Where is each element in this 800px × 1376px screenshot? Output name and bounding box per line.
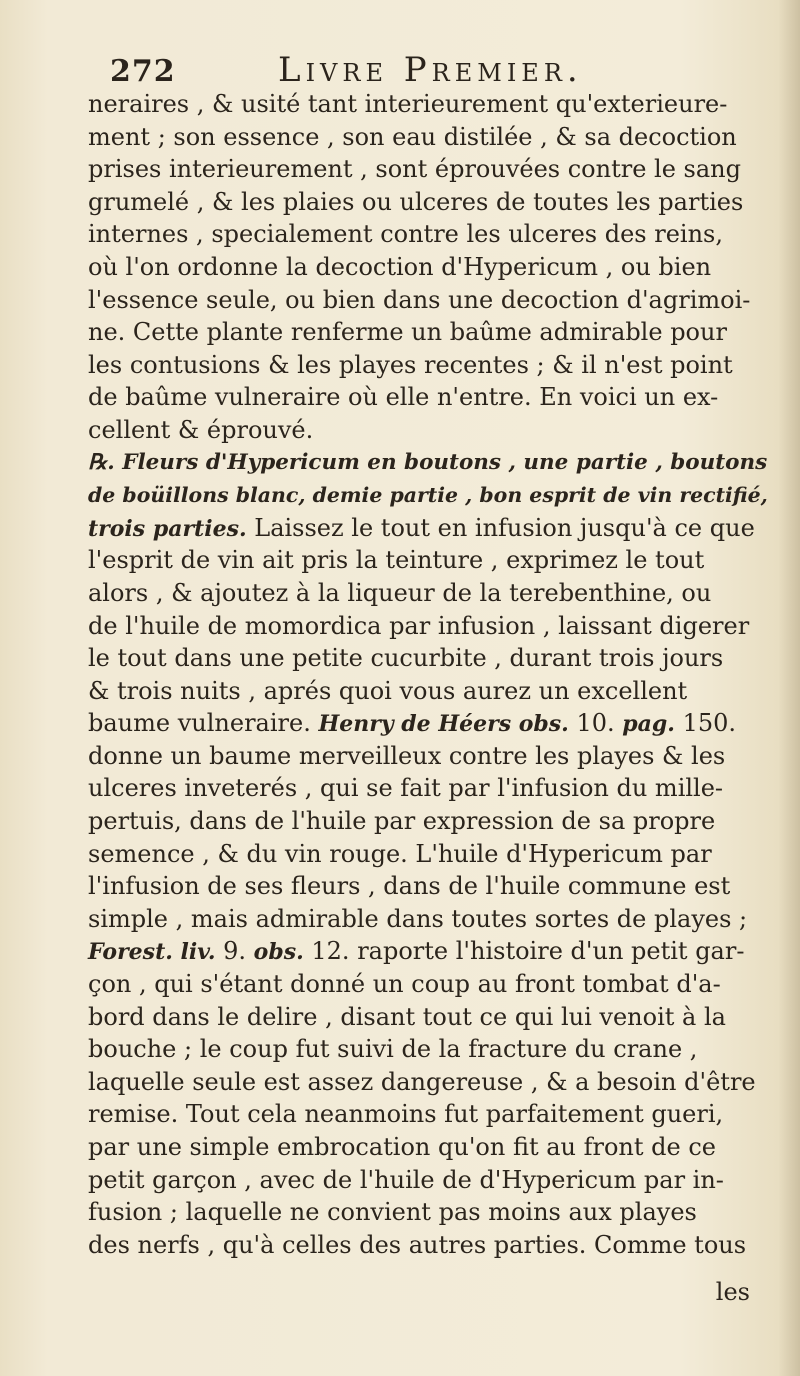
text-segment: par une simple embrocation qu'on fit au front de ce [88,1133,716,1161]
text-segment: prises interieurement , sont éprouvées contre le sang [88,155,741,184]
text-line [88,740,768,773]
italic-text-segment: ℞. Fleurs d'Hypericum en boutons , une partie , boutons [88,449,768,475]
text-line [88,903,768,936]
text-line [88,479,768,512]
italic-text-segment: Henry de Héers obs. [318,711,569,738]
text-segment: & trois nuits , aprés quoi vous aurez un excellent [88,676,688,705]
text-segment: grumelé , & les plaies ou ulceres de toutes les parties [88,187,744,216]
text-segment: ne. Cette plante renferme un baûme admirable pour [88,318,727,347]
page-number: 272 [110,54,176,89]
text-segment: le tout dans une petite cucurbite , durant trois jours [88,644,724,673]
text-line [88,968,768,1001]
text-segment: semence , & du vin rouge. L'huile d'Hypericum par [88,839,712,868]
text-segment: baume vulneraire. [88,709,319,738]
page-gutter-shadow [778,0,800,1376]
text-line [88,218,768,251]
text-segment: l'infusion de ses fleurs , dans de l'huile commune est [88,872,731,901]
text-segment: où l'on ordonne la decoction d'Hypericum , ou bien [88,252,712,281]
text-line [88,1066,768,1099]
text-line [88,1164,768,1197]
text-line [88,675,768,708]
text-line [88,186,768,219]
text-line [88,642,768,675]
text-segment: 12. raporte l'histoire d'un petit gar- [303,937,745,966]
text-segment: de baûme vulneraire où elle n'entre. En voici un ex- [88,383,719,412]
text-line [88,935,768,968]
text-segment: simple , mais admirable dans toutes sortes de playes ; [88,904,748,933]
text-line [88,381,768,414]
text-line [88,707,768,740]
text-segment: alors , & ajoutez à la liqueur de la terebenthine, ou [88,578,712,607]
italic-text-segment: obs. [253,939,304,966]
text-line [88,1098,768,1131]
text-line [88,577,768,610]
text-segment: 10. [568,709,623,738]
text-segment: 9. [215,937,254,966]
text-segment: pertuis, dans de l'huile par expression de sa propre [88,807,716,836]
italic-text-segment: de boüillons blanc, demie partie , bon esprit de vin rectifié, [88,483,768,508]
page-header [110,48,770,88]
catchword: les [715,1278,750,1306]
text-line [88,414,768,447]
text-line [88,610,768,643]
text-segment: ment ; son essence , son eau distilée , & sa decoction [88,122,737,151]
text-line [88,121,768,154]
text-segment: bord dans le delire , disant tout ce qui lui venoit à la [88,1002,726,1031]
text-line [88,316,768,349]
text-line [88,447,768,480]
text-segment: de l'huile de momordica par infusion , laissant digerer [88,611,750,640]
text-line [88,1033,768,1066]
text-segment: donne un baume merveilleux contre les playes & les [88,741,726,770]
text-segment: l'essence seule, ou bien dans une decoction d'agrimoi- [88,285,751,314]
text-segment: Laissez le tout en infusion jusqu'à ce que [246,513,755,542]
text-line [88,1196,768,1229]
text-line [88,772,768,805]
text-line [88,805,768,838]
running-title: Livre Premier. [278,50,583,90]
italic-text-segment: Forest. liv. [88,939,216,966]
text-segment: laquelle seule est assez dangereuse , & a besoin d'être [88,1067,756,1096]
italic-text-segment: trois parties. [88,515,247,542]
text-line [88,153,768,186]
text-line [88,512,768,545]
text-segment: çon , qui s'étant donné un coup au front tombat d'a- [88,970,721,999]
text-segment: remise. Tout cela neanmoins fut parfaitement gueri, [88,1100,724,1129]
text-line [88,1001,768,1034]
text-line [88,251,768,284]
text-segment: des nerfs , qu'à celles des autres parties. Comme tous [88,1230,747,1259]
text-line [88,544,768,577]
text-line [88,284,768,317]
text-segment: 150. [674,709,737,738]
text-segment: bouche ; le coup fut suivi de la fracture du crane , [88,1035,698,1064]
text-segment: petit garçon , avec de l'huile de d'Hypericum par in- [88,1165,724,1194]
text-segment: internes , specialement contre les ulceres des reins, [88,220,723,249]
text-segment: fusion ; laquelle ne convient pas moins aux playes [88,1198,697,1227]
text-line [88,1131,768,1164]
text-line [88,870,768,903]
text-segment: neraires , & usité tant interieurement qu'exterieure- [88,90,728,118]
text-line [88,88,768,121]
text-line [88,349,768,382]
text-segment: l'esprit de vin ait pris la teinture , exprimez le tout [88,546,705,575]
text-segment: ulceres inveterés , qui se fait par l'infusion du mille- [88,774,724,803]
text-line [88,838,768,871]
text-line [88,1229,768,1262]
italic-text-segment: pag. [622,711,675,738]
text-segment: les contusions & les playes recentes ; & il n'est point [88,350,733,379]
text-segment: cellent & éprouvé. [88,415,314,444]
body-text [88,88,768,1261]
